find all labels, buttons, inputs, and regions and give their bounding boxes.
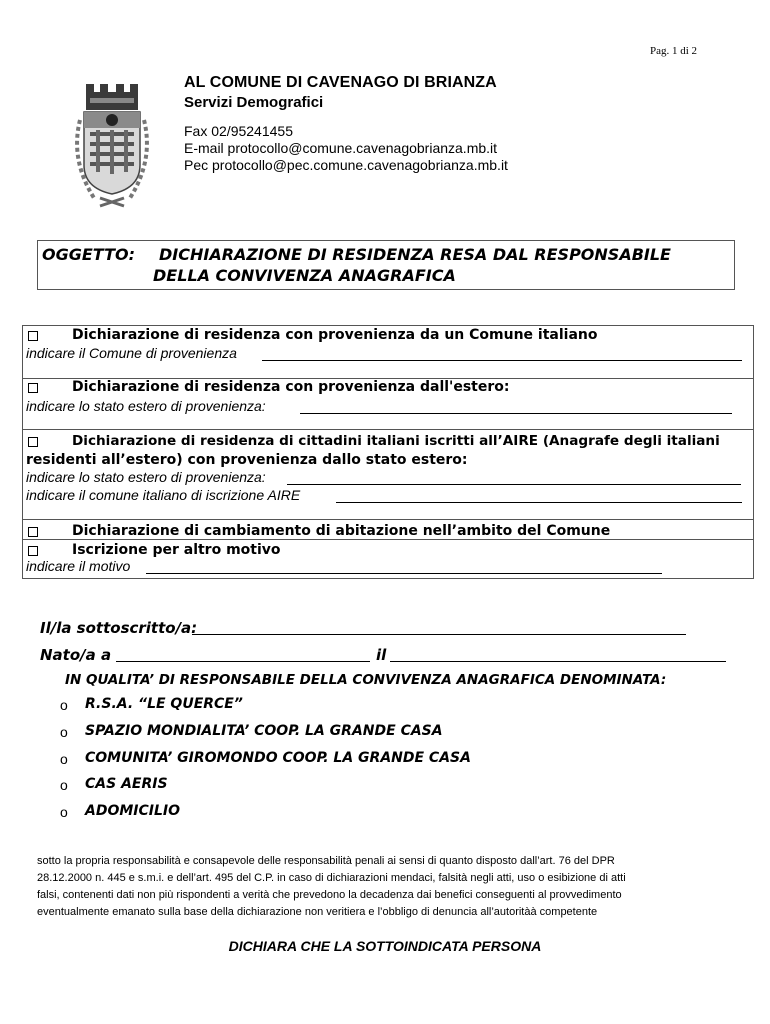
entity-item-3[interactable] — [60, 750, 471, 769]
header-block — [184, 74, 508, 174]
subject-label: OGGETTO: — [42, 245, 135, 264]
option-1-sub: indicare il Comune di provenienza — [26, 345, 237, 361]
signer-label: Il/la sottoscritto/a: — [40, 619, 198, 637]
option-1-title: Dichiarazione di residenza con provenienza da un Comune italiano — [72, 327, 598, 343]
birthplace-field[interactable] — [116, 661, 370, 662]
header-subtitle: Servizi Demografici — [184, 94, 324, 111]
birthdate-field[interactable] — [390, 661, 726, 662]
option-4-title: Dichiarazione di cambiamento di abitazione nell’ambito del Comune — [72, 523, 611, 539]
entity-label: CAS AERIS — [85, 776, 168, 792]
legal-disclaimer — [37, 853, 733, 921]
entity-label: SPAZIO MONDIALITA’ COOP. LA GRANDE CASA — [85, 723, 443, 739]
option-3-sub-2: indicare il comune italiano di iscrizione AIRE — [26, 487, 301, 503]
born-label: Nato/a a — [40, 646, 112, 664]
option-2-fill-line[interactable] — [300, 413, 732, 414]
entity-item-4[interactable] — [60, 776, 168, 795]
radio-bullet: o — [60, 724, 68, 740]
subject-line-2: DELLA CONVIVENZA ANAGRAFICA — [153, 266, 456, 285]
entity-label: R.S.A. “LE QUERCE” — [85, 696, 243, 712]
entity-item-5[interactable] — [60, 803, 181, 822]
radio-bullet: o — [60, 697, 68, 713]
option-3-fill-line-1[interactable] — [287, 484, 741, 485]
entity-item-1[interactable] — [60, 696, 243, 715]
radio-bullet: o — [60, 777, 68, 793]
option-5-checkbox[interactable] — [28, 546, 38, 556]
header-title: AL COMUNE DI CAVENAGO DI BRIANZA — [184, 74, 497, 91]
option-1-checkbox[interactable] — [28, 331, 38, 341]
entity-label: ADOMICILIO — [85, 803, 181, 819]
contact-fax: Fax 02/95241455 — [184, 123, 293, 139]
page-number: Pag. 1 di 2 — [650, 45, 698, 57]
option-3-sub-1: indicare lo stato estero di provenienza: — [26, 469, 266, 485]
option-2-title: Dichiarazione di residenza con provenienza dall'estero: — [72, 379, 510, 395]
legal-line-3: falsi, contenenti dati non più rispondenti a verità che prevedono la decadenza dai benefici conseguenti al provvedimento — [37, 889, 622, 901]
legal-line-1: sotto la propria responsabilità e consapevole delle responsabilità penali ai sensi di quanto disposto dall’art. 76 del DPR — [37, 855, 615, 867]
option-2-checkbox[interactable] — [28, 383, 38, 393]
coat-of-arms-icon — [62, 70, 162, 210]
declaration-heading: DICHIARA CHE LA SOTTOINDICATA PERSONA — [228, 938, 542, 954]
option-4-checkbox[interactable] — [28, 527, 38, 537]
contact-pec: Pec protocollo@pec.comune.cavenagobrianza.mb.it — [184, 157, 508, 173]
option-3-title-cont: residenti all’estero) con provenienza dallo stato estero: — [26, 452, 468, 468]
option-3-checkbox[interactable] — [28, 437, 38, 447]
legal-line-2: 28.12.2000 n. 445 e s.m.i. e dell’art. 495 del C.P. in caso di dichiarazioni mendaci, falsità negli atti, uso o esibizione di atti — [37, 872, 626, 884]
date-label: il — [376, 646, 387, 664]
contact-email: E-mail protocollo@comune.cavenagobrianza.mb.it — [184, 140, 498, 156]
entity-label: COMUNITA’ GIROMONDO COOP. LA GRANDE CASA — [85, 750, 471, 766]
signer-field[interactable] — [192, 634, 686, 635]
option-3-fill-line-2[interactable] — [336, 502, 742, 503]
option-2-sub: indicare lo stato estero di provenienza: — [26, 398, 266, 414]
radio-bullet: o — [60, 751, 68, 767]
option-1-fill-line[interactable] — [262, 360, 742, 361]
legal-line-4: eventualmente emanato sulla base della dichiarazione non veritiera e l’obbligo di denuncia all’autoritàà competente — [37, 906, 598, 918]
option-5-fill-line[interactable] — [146, 573, 662, 574]
subject-line-1: DICHIARAZIONE DI RESIDENZA RESA DAL RESPONSABILE — [159, 245, 671, 264]
entity-item-2[interactable] — [60, 723, 443, 742]
option-5-title: Iscrizione per altro motivo — [72, 542, 281, 558]
role-statement: IN QUALITA’ DI RESPONSABILE DELLA CONVIVENZA ANAGRAFICA DENOMINATA: — [65, 672, 667, 688]
option-3-title: Dichiarazione di residenza di cittadini italiani iscritti all’AIRE (Anagrafe degli italiani — [72, 433, 720, 449]
radio-bullet: o — [60, 804, 68, 820]
option-5-sub: indicare il motivo — [26, 558, 131, 574]
